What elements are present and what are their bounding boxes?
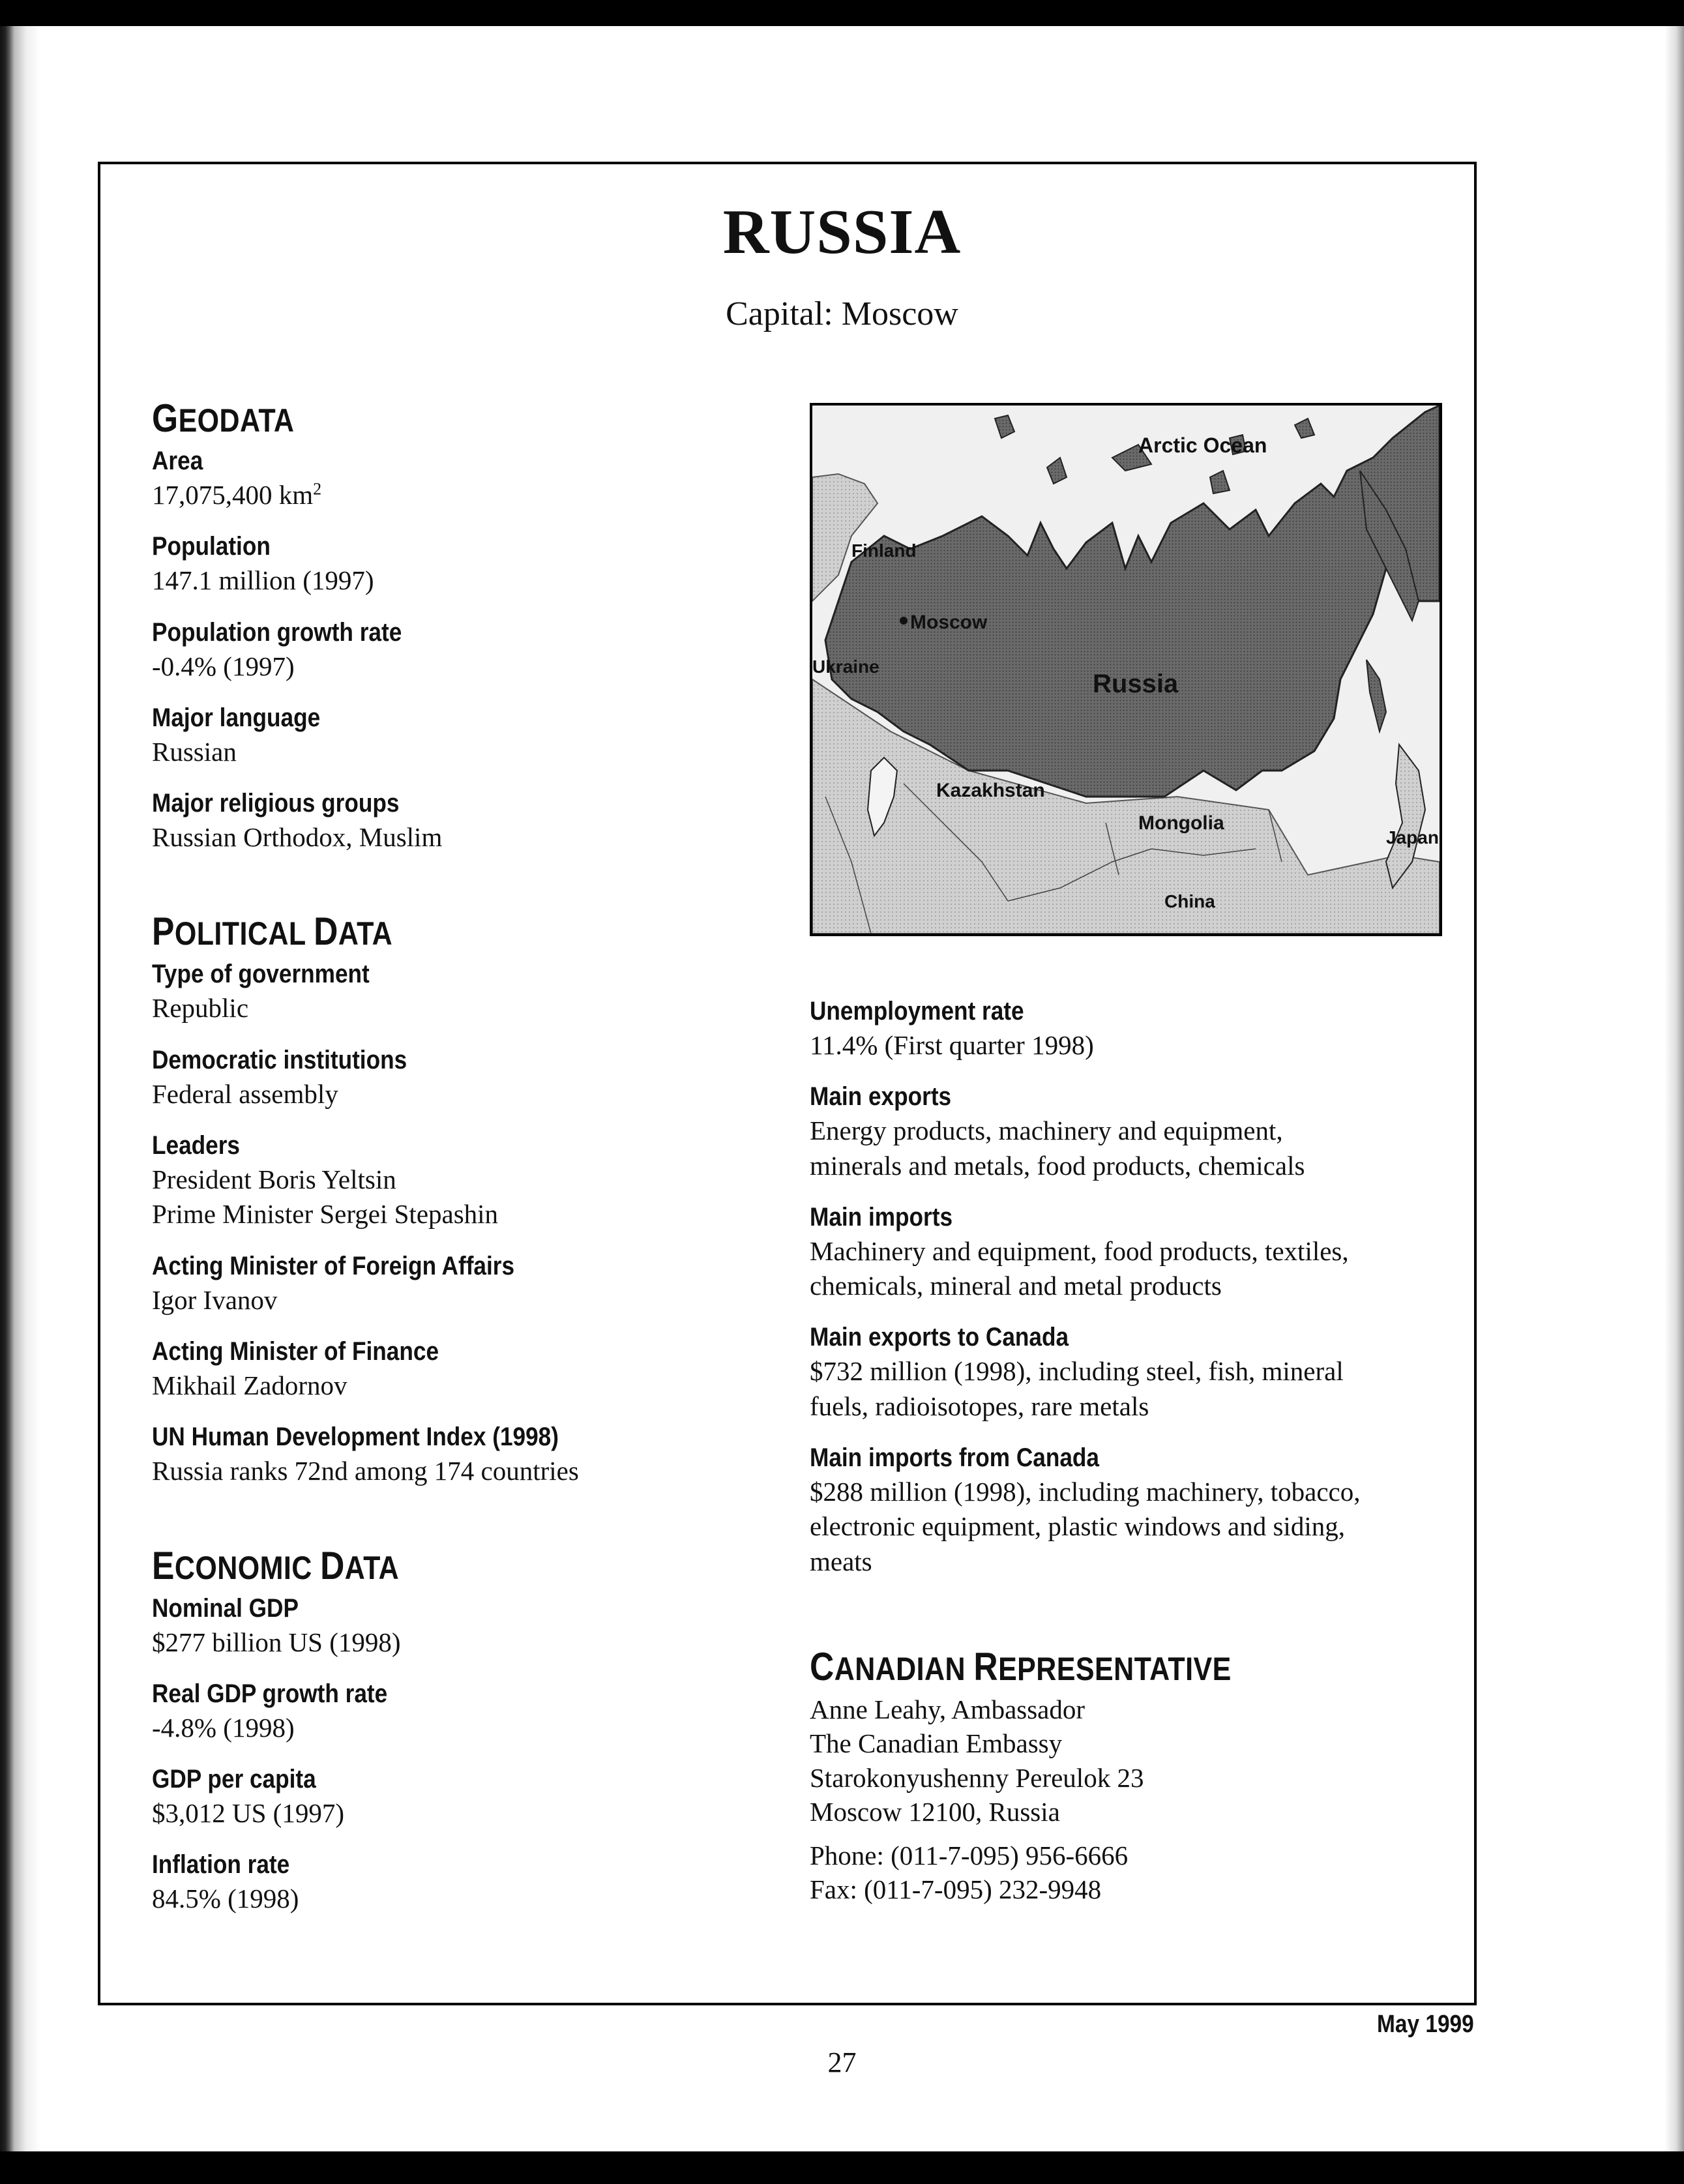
item-value-line: Republic	[152, 993, 249, 1024]
item-label: Acting Minister of Finance	[152, 1336, 439, 1366]
item-value-line: $3,012 US (1997)	[152, 1798, 344, 1829]
item-label: Real GDP growth rate	[152, 1679, 388, 1708]
item-value-line: Machinery and equipment, food products, textiles,	[810, 1235, 1349, 1266]
item-label: GDP per capita	[152, 1765, 316, 1794]
map-graphic	[812, 406, 1440, 934]
page-number: 27	[827, 2046, 857, 2078]
item-label: Leaders	[152, 1131, 241, 1160]
item-value-line: minerals and metals, food products, chemicals	[810, 1150, 1305, 1181]
data-item	[152, 1129, 804, 1232]
data-item	[152, 1043, 804, 1112]
rep-name: Anne Leahy, Ambassador	[810, 1694, 1086, 1724]
rep-office: The Canadian Embassy	[810, 1728, 1063, 1759]
item-value-line: fuels, radioisotopes, rare metals	[810, 1391, 1149, 1421]
right-column	[810, 994, 1462, 1596]
item-value-line: Prime Minister Sergei Stepashin	[152, 1199, 499, 1230]
item-label: Main imports	[810, 1202, 953, 1232]
item-label: Unemployment rate	[810, 997, 1024, 1026]
geodata-heading: GEODATA	[152, 396, 295, 440]
left-column	[152, 398, 804, 1934]
data-item	[152, 957, 804, 1026]
item-label: Main exports	[810, 1082, 952, 1112]
item-value: -0.4% (1997)	[152, 651, 295, 681]
capital-subtitle: Capital: Moscow	[726, 295, 958, 332]
item-label: Main exports to Canada	[810, 1323, 1069, 1352]
data-item	[810, 1200, 1462, 1304]
item-value: Russian	[152, 736, 237, 767]
scan-border-top	[0, 0, 1684, 26]
item-label: Major religious groups	[152, 789, 400, 818]
economic-list	[152, 1591, 804, 1917]
item-label: Inflation rate	[152, 1850, 290, 1880]
data-item	[152, 1677, 804, 1745]
data-item	[152, 1249, 804, 1318]
economic-heading: ECONOMIC DATA	[152, 1543, 400, 1587]
item-value-line: Federal assembly	[152, 1078, 338, 1109]
item-label: Democratic institutions	[152, 1045, 407, 1074]
data-item	[152, 1335, 804, 1403]
page-title: RUSSIA	[722, 197, 962, 267]
geodata-list	[152, 444, 804, 855]
item-label: Population	[152, 532, 271, 561]
item-value: 17,075,400 $km^2$	[152, 479, 322, 510]
item-value-line: President Boris Yeltsin	[152, 1164, 396, 1195]
data-item	[152, 1420, 804, 1488]
map-label-finland: Finland	[851, 540, 917, 561]
item-label: Type of government	[152, 960, 370, 989]
item-value-line: electronic equipment, plastic windows and siding,	[810, 1511, 1345, 1542]
data-item	[152, 615, 804, 684]
representative-section	[810, 1646, 1462, 1907]
data-item	[810, 994, 1462, 1063]
item-value-line: 84.5% (1998)	[152, 1883, 299, 1914]
representative-heading: CANADIAN REPRESENTATIVE	[810, 1645, 1232, 1689]
map-label-arctic-ocean: Arctic Ocean	[1138, 434, 1267, 457]
item-value-line: $288 million (1998), including machinery, tobacco,	[810, 1477, 1361, 1507]
item-value-line: $732 million (1998), including steel, fish, mineral	[810, 1356, 1344, 1387]
item-label: Population growth rate	[152, 617, 402, 647]
rep-city: Moscow 12100, Russia	[810, 1797, 1060, 1827]
item-label: Major language	[152, 703, 321, 732]
rep-street: Starokonyushenny Pereulok 23	[810, 1762, 1144, 1793]
page-edge-shadow	[1664, 26, 1684, 2151]
map-label-mongolia: Mongolia	[1138, 812, 1224, 834]
map-label-moscow: Moscow	[910, 612, 988, 633]
item-label: Area	[152, 447, 203, 475]
data-item	[152, 1848, 804, 1916]
moscow-dot	[900, 617, 908, 625]
map-label-kazakhstan: Kazakhstan	[936, 780, 1045, 801]
item-value-line: -4.8% (1998)	[152, 1712, 295, 1743]
data-item	[152, 1591, 804, 1660]
rep-phone: Phone: (011-7-095) 956-6666	[810, 1840, 1129, 1870]
data-item	[810, 1320, 1462, 1424]
item-value-line: chemicals, mineral and metal products	[810, 1271, 1222, 1301]
economic-list-continued	[810, 994, 1462, 1579]
political-list	[152, 957, 804, 1488]
map-label-russia: Russia	[1093, 670, 1179, 698]
data-item	[152, 529, 804, 598]
item-label: Acting Minister of Foreign Affairs	[152, 1251, 515, 1280]
item-label: Nominal GDP	[152, 1593, 299, 1623]
data-item	[810, 1441, 1462, 1579]
item-value: Russian Orthodox, Muslim	[152, 822, 443, 853]
data-item	[152, 701, 804, 769]
data-item	[152, 786, 804, 855]
item-value: 147.1 million (1997)	[152, 565, 374, 596]
russia-map	[810, 403, 1442, 936]
data-item	[810, 1080, 1462, 1183]
item-value-line: Russia ranks 72nd among 174 countries	[152, 1456, 579, 1486]
item-value-line: Mikhail Zadornov	[152, 1370, 347, 1400]
book-spine-shadow	[0, 26, 40, 2151]
publication-date: May 1999	[1377, 2011, 1474, 2038]
item-value-line: meats	[810, 1546, 872, 1576]
item-label: UN Human Development Index (1998)	[152, 1423, 559, 1452]
political-heading: POLITICAL DATA	[152, 909, 393, 954]
item-label: Main imports from Canada	[810, 1443, 1099, 1473]
item-value-line: Energy products, machinery and equipment,	[810, 1115, 1283, 1146]
item-value-line: 11.4% (First quarter 1998)	[810, 1030, 1094, 1060]
scan-border-bottom	[0, 2151, 1684, 2184]
map-label-japan: Japan	[1386, 827, 1439, 848]
item-value-line: Igor Ivanov	[152, 1284, 278, 1315]
map-label-china: China	[1164, 891, 1215, 911]
data-item	[152, 1762, 804, 1831]
map-label-ukraine: Ukraine	[812, 657, 879, 677]
data-item	[152, 444, 804, 512]
rep-fax: Fax: (011-7-095) 232-9948	[810, 1874, 1102, 1905]
item-value-line: $277 billion US (1998)	[152, 1627, 401, 1657]
